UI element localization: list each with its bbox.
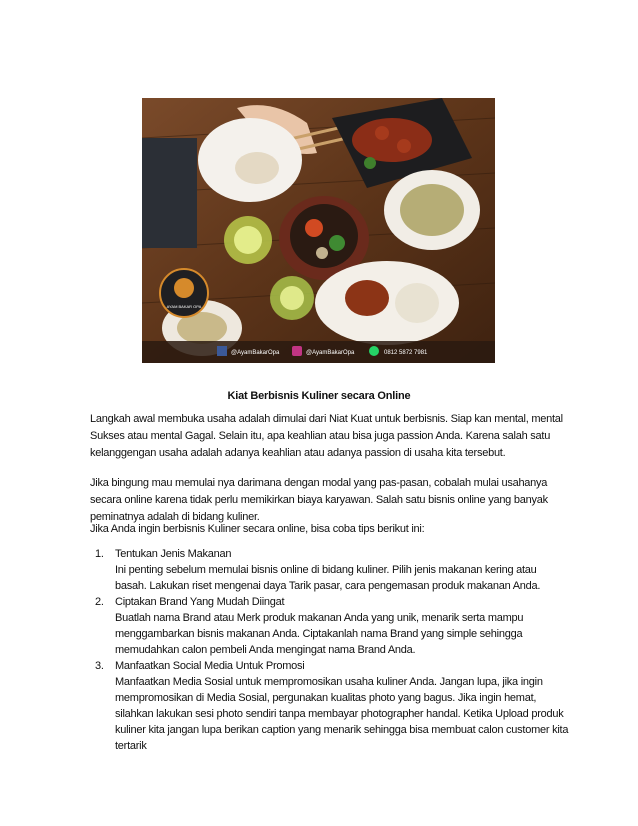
food-photo-illustration (142, 98, 495, 363)
list-item (90, 546, 570, 594)
list-item (90, 594, 570, 658)
facebook-icon (217, 346, 227, 356)
logo-text: AYAM BAKAR OPA (166, 304, 202, 309)
whatsapp-number: 0812 5872 7981 (384, 350, 428, 356)
list-item (90, 658, 570, 754)
list-heading: Ciptakan Brand Yang Mudah Diingat (115, 596, 285, 608)
paragraph-online: Jika bingung mau memulai nya darimana dengan modal yang pas-pasan, cobalah mulai usahanya secara online karena tidak perlu memikirkan biaya karyawan. Salah satu bisnis online yang banyak peminatnya adalah di bidang kuliner. (90, 477, 548, 523)
food-photo (142, 98, 495, 363)
list-number: 2. (95, 596, 104, 608)
article-title: Kiat Berbisnis Kuliner secara Online (227, 390, 411, 402)
list-text: Manfaatkan Media Sosial untuk mempromosikan usaha kuliner Anda. Jangan lupa, jika ingin mempromosikan di Media Sosial, pergunakan kualitas photo yang bagus. Jika ingin hemat, silahkan lakukan sesi photo sendiri tanpa membayar photographer handal. Ketika Upload produk kuliner kita jangan lupa berikan caption yang menarik sehingga bisa membuat calon customer kita tertarik (115, 676, 569, 752)
list-text: Buatlah nama Brand atau Merk produk makanan Anda yang unik, menarik serta mampu menggambarkan bisnis makanan Anda. Ciptakanlah nama Brand yang simple sehingga memudahkan calon pembeli Anda mengingat nama Brand Anda. (115, 612, 524, 656)
paragraph-intro: Langkah awal membuka usaha adalah dimulai dari Niat Kuat untuk berbisnis. Siap kan mental, mental Sukses atau mental Gagal. Selain itu, apa keahlian atau bisa juga passion Anda. Karena salah satu kelanggengan usaha adalah adanya keahlian atau adanya passion di usaha kita tersebut. (90, 413, 563, 459)
list-number: 3. (95, 660, 104, 672)
list-heading: Manfaatkan Social Media Untuk Promosi (115, 660, 305, 672)
instagram-handle: @AyamBakarOpa (306, 350, 355, 356)
instagram-icon (292, 346, 302, 356)
tips-list (90, 546, 570, 754)
list-heading: Tentukan Jenis Makanan (115, 548, 232, 560)
whatsapp-icon (369, 346, 379, 356)
facebook-handle: @AyamBakarOpa (231, 350, 280, 356)
paragraph-tips-intro: Jika Anda ingin berbisnis Kuliner secara online, bisa coba tips berikut ini: (90, 523, 425, 535)
list-text: Ini penting sebelum memulai bisnis online di bidang kuliner. Pilih jenis makanan kering atau basah. Lakukan riset mengenai daya Tarik pasar, cara pengemasan produk makanan Anda. (115, 564, 541, 592)
list-number: 1. (95, 548, 104, 560)
